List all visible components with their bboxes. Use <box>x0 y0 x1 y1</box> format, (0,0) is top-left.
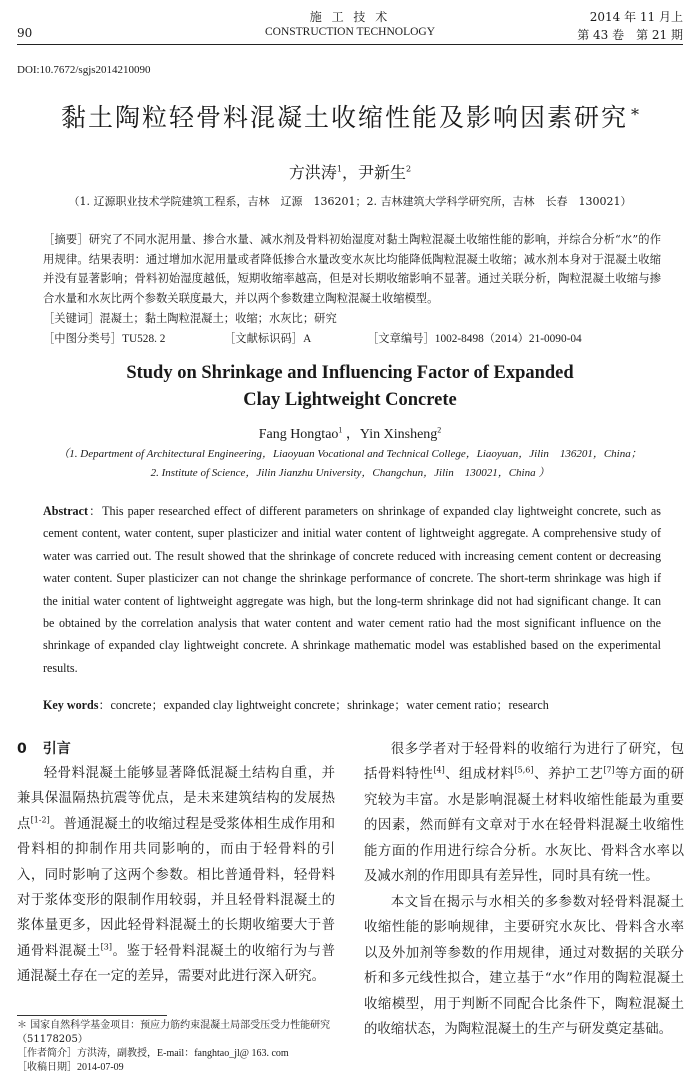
intro-text-1: 轻骨料混凝土能够显著降低混凝土结构自重，并兼具保温隔热抗震等优点，是未来建筑结构的发展热点 <box>17 766 335 832</box>
affiliation-en-line-1: （1. Department of Architectural Engineering，Liaoyuan Vocational and Technical College，Liaoyuan，Jilin 136201，China； <box>58 448 642 460</box>
clc-label: ［中图分类号］ <box>43 332 123 345</box>
author-bio <box>17 1047 335 1061</box>
intro-text-5: 、组成材料 <box>444 767 515 783</box>
citation-ref: [7] <box>603 765 615 775</box>
article-number <box>367 329 582 350</box>
page-number: 90 <box>17 26 33 40</box>
doc-code-label: ［文献标识码］ <box>224 332 304 345</box>
received-date <box>17 1061 335 1075</box>
section-number: 0 <box>17 741 27 757</box>
abstract-cn <box>43 230 661 308</box>
received-date-label: ［收稿日期］ <box>17 1062 77 1073</box>
doi: DOI:10.7672/sgjs2014210090 <box>17 64 151 76</box>
author-2-en: Yin Xinsheng <box>359 427 438 442</box>
doc-code-value: A <box>303 333 312 345</box>
affiliation-cn: （1. 辽源职业技术学院建筑工程系，吉林 辽源 136201；2. 吉林建筑大学科学研究所，吉林 长春 130021） <box>68 195 632 208</box>
authors-cn <box>0 160 700 183</box>
intro-text-6: 、养护工艺 <box>533 767 604 783</box>
author-bio-label: ［作者简介］ <box>17 1048 77 1059</box>
keywords-en-text: concrete；expanded clay lightweight concrete；shrinkage；water cement ratio；research <box>110 698 549 712</box>
article-number-label: ［文章编号］ <box>367 332 435 345</box>
citation-ref: [4] <box>433 765 445 775</box>
keywords-cn-label: ［关键词］ <box>43 312 100 325</box>
keywords-cn <box>43 309 661 329</box>
intro-text-7: 等方面的研究较为丰富。水是影响混凝土材料收缩性能最为重要的因素，然而鲜有文章对于水在轻骨料混凝土收缩性能方面的作用进行综合分析。水灰比、骨料含水率以及减水剂的作用即具有差异性，同时具有统一性。 <box>364 767 685 885</box>
footnote <box>17 1019 335 1075</box>
affiliation-en-line-2: 2. Institute of Science，Jilin Jianzhu University，Changchun，Jilin 130021，China ） <box>150 467 550 479</box>
issue-volume: 第 43 卷 第 21 期 <box>577 28 683 42</box>
paper-title-cn <box>0 98 700 134</box>
intro-text-4: 很多学者对于轻骨料的收缩行为进行了研究，包括骨料特性 <box>364 742 684 783</box>
abstract-cn-label: ［摘要］ <box>43 233 89 246</box>
abstract-en-text: This paper researched effect of different parameters on shrinkage of expanded clay lightweight concrete, such as cement content, water content, super plasticizer and initial water content of lightweight aggregate. A comprehensive study of water was carried out. The result showed that the shrinkage of concrete reduced with increasing cement content or decreasing water content. Super plasticizer can not change the shrinkage performance of concrete. The short-term shrinkage was high if the initial water content of lightweight aggregate was high, but the long-term shrinkage did not had significant change. It can be obtained by the correlation analysis that water content and water cement ratio had the most significant influence on the shrinkage of expanded clay lightweight concrete. A shrinkage mathematic model was established based on the experimental results. <box>43 504 661 675</box>
keywords-cn-text: 混凝土；黏土陶粒混凝土；收缩；水灰比；研究 <box>99 312 337 325</box>
paper-title-en <box>0 360 700 414</box>
journal-title-cn: 施 工 技 术 <box>309 10 391 24</box>
title-en-line-2: Clay Lightweight Concrete <box>243 390 457 410</box>
received-date-value: 2014-07-09 <box>77 1062 124 1073</box>
abstract-en <box>43 500 661 679</box>
section-title: 引言 <box>42 741 71 757</box>
intro-paragraph-3: 本文旨在揭示与水相关的多参数对轻骨料混凝土收缩性能的影响规律，主要研究水灰比、骨料含水率以及外加剂等参数的作用规律，通过对数据的关联分析和多元线性拟合，建立基于“水”作用的陶粒混凝土收缩模型，用于判断不同配合比条件下，陶粒混凝土的收缩状态，为陶粒混凝土的生产与研发奠定基础。 <box>364 895 684 1038</box>
intro-paragraph-2 <box>364 737 684 889</box>
abstract-en-sep: ： <box>88 504 103 518</box>
citation-ref: [3] <box>100 942 112 952</box>
title-en-line-1: Study on Shrinkage and Influencing Factor of Expanded <box>126 363 574 383</box>
author-1-sup: 1 <box>336 164 342 174</box>
fund-note: ＊ 国家自然科学基金项目：预应力筋约束混凝土局部受压受力性能研究（51178205） <box>17 1020 331 1045</box>
header-rule <box>17 44 683 45</box>
section-heading-intro <box>17 738 71 758</box>
footnote-rule <box>17 1015 167 1016</box>
keywords-en <box>43 694 661 716</box>
keywords-en-label: Key words <box>43 698 99 712</box>
title-cn-text: 黏土陶粒轻骨料混凝土收缩性能及影响因素研究 <box>60 103 628 132</box>
citation-ref: [5,6] <box>514 765 534 775</box>
author-1-en: Fang Hongtao <box>258 427 339 442</box>
doc-code <box>224 329 311 350</box>
article-number-value: 1002-8498（2014）21-0090-04 <box>434 333 582 345</box>
clc-value: TU528. 2 <box>122 333 166 345</box>
author-2-cn: 尹新生 <box>358 163 407 182</box>
intro-text-2: 。普通混凝土的收缩过程是受浆体相生成作用和骨料相的抑制作用共同影响的，而由于轻骨料的引入，同时影响了这两个参数。相比普通骨料，轻骨料对于浆体变形的限制作用较弱，并且轻骨料混凝土的浆体量更多，因此轻骨料混凝土的长期收缩要大于普通骨料混凝土 <box>17 816 336 959</box>
abstract-en-label: Abstract <box>43 504 89 518</box>
author-2-sup: 2 <box>406 164 412 174</box>
title-footnote-mark: * <box>631 104 639 124</box>
issue-date: 2014 年 11 月上 <box>589 10 683 24</box>
author-bio-text: 方洪涛，副教授，E-mail：fanghtao_jl@ 163. com <box>77 1048 289 1059</box>
intro-paragraph-1 <box>17 761 335 990</box>
journal-title-en: CONSTRUCTION TECHNOLOGY <box>264 26 436 38</box>
abstract-cn-text: 研究了不同水泥用量、掺合水量、减水剂及骨料初始湿度对黏土陶粒混凝土收缩性能的影响，并综合分析“水”的作用规律。结果表明：通过增加水泥用量或者降低掺合水量改变水灰比均能降低陶粒混凝土收缩；减水剂本身对于混凝土收缩并没有显著影响；骨料初始湿度越低，短期收缩率越高，但是对长期收缩影响不显著。通过关联分析，陶粒混凝土收缩与掺合水量和水灰比两个参数关联度最大，并以两个参数建立陶粒混凝土收缩模型。 <box>43 233 661 305</box>
author-1-en-sup: 1 <box>338 425 343 435</box>
clc-number <box>43 329 165 350</box>
intro-text-3: 。鉴于轻骨料混凝土的收缩行为与普通混凝土存在一定的差异，需要对此进行深入研究。 <box>17 943 336 985</box>
author-en-sep: ， <box>342 427 360 442</box>
author-1-cn: 方洪涛 <box>288 163 337 182</box>
citation-ref: [1-2] <box>30 815 50 825</box>
authors-en <box>0 423 700 443</box>
author-sep: ， <box>341 163 358 182</box>
affiliation-en <box>0 445 700 483</box>
keywords-en-sep: ： <box>98 698 111 712</box>
author-2-en-sup: 2 <box>437 425 442 435</box>
